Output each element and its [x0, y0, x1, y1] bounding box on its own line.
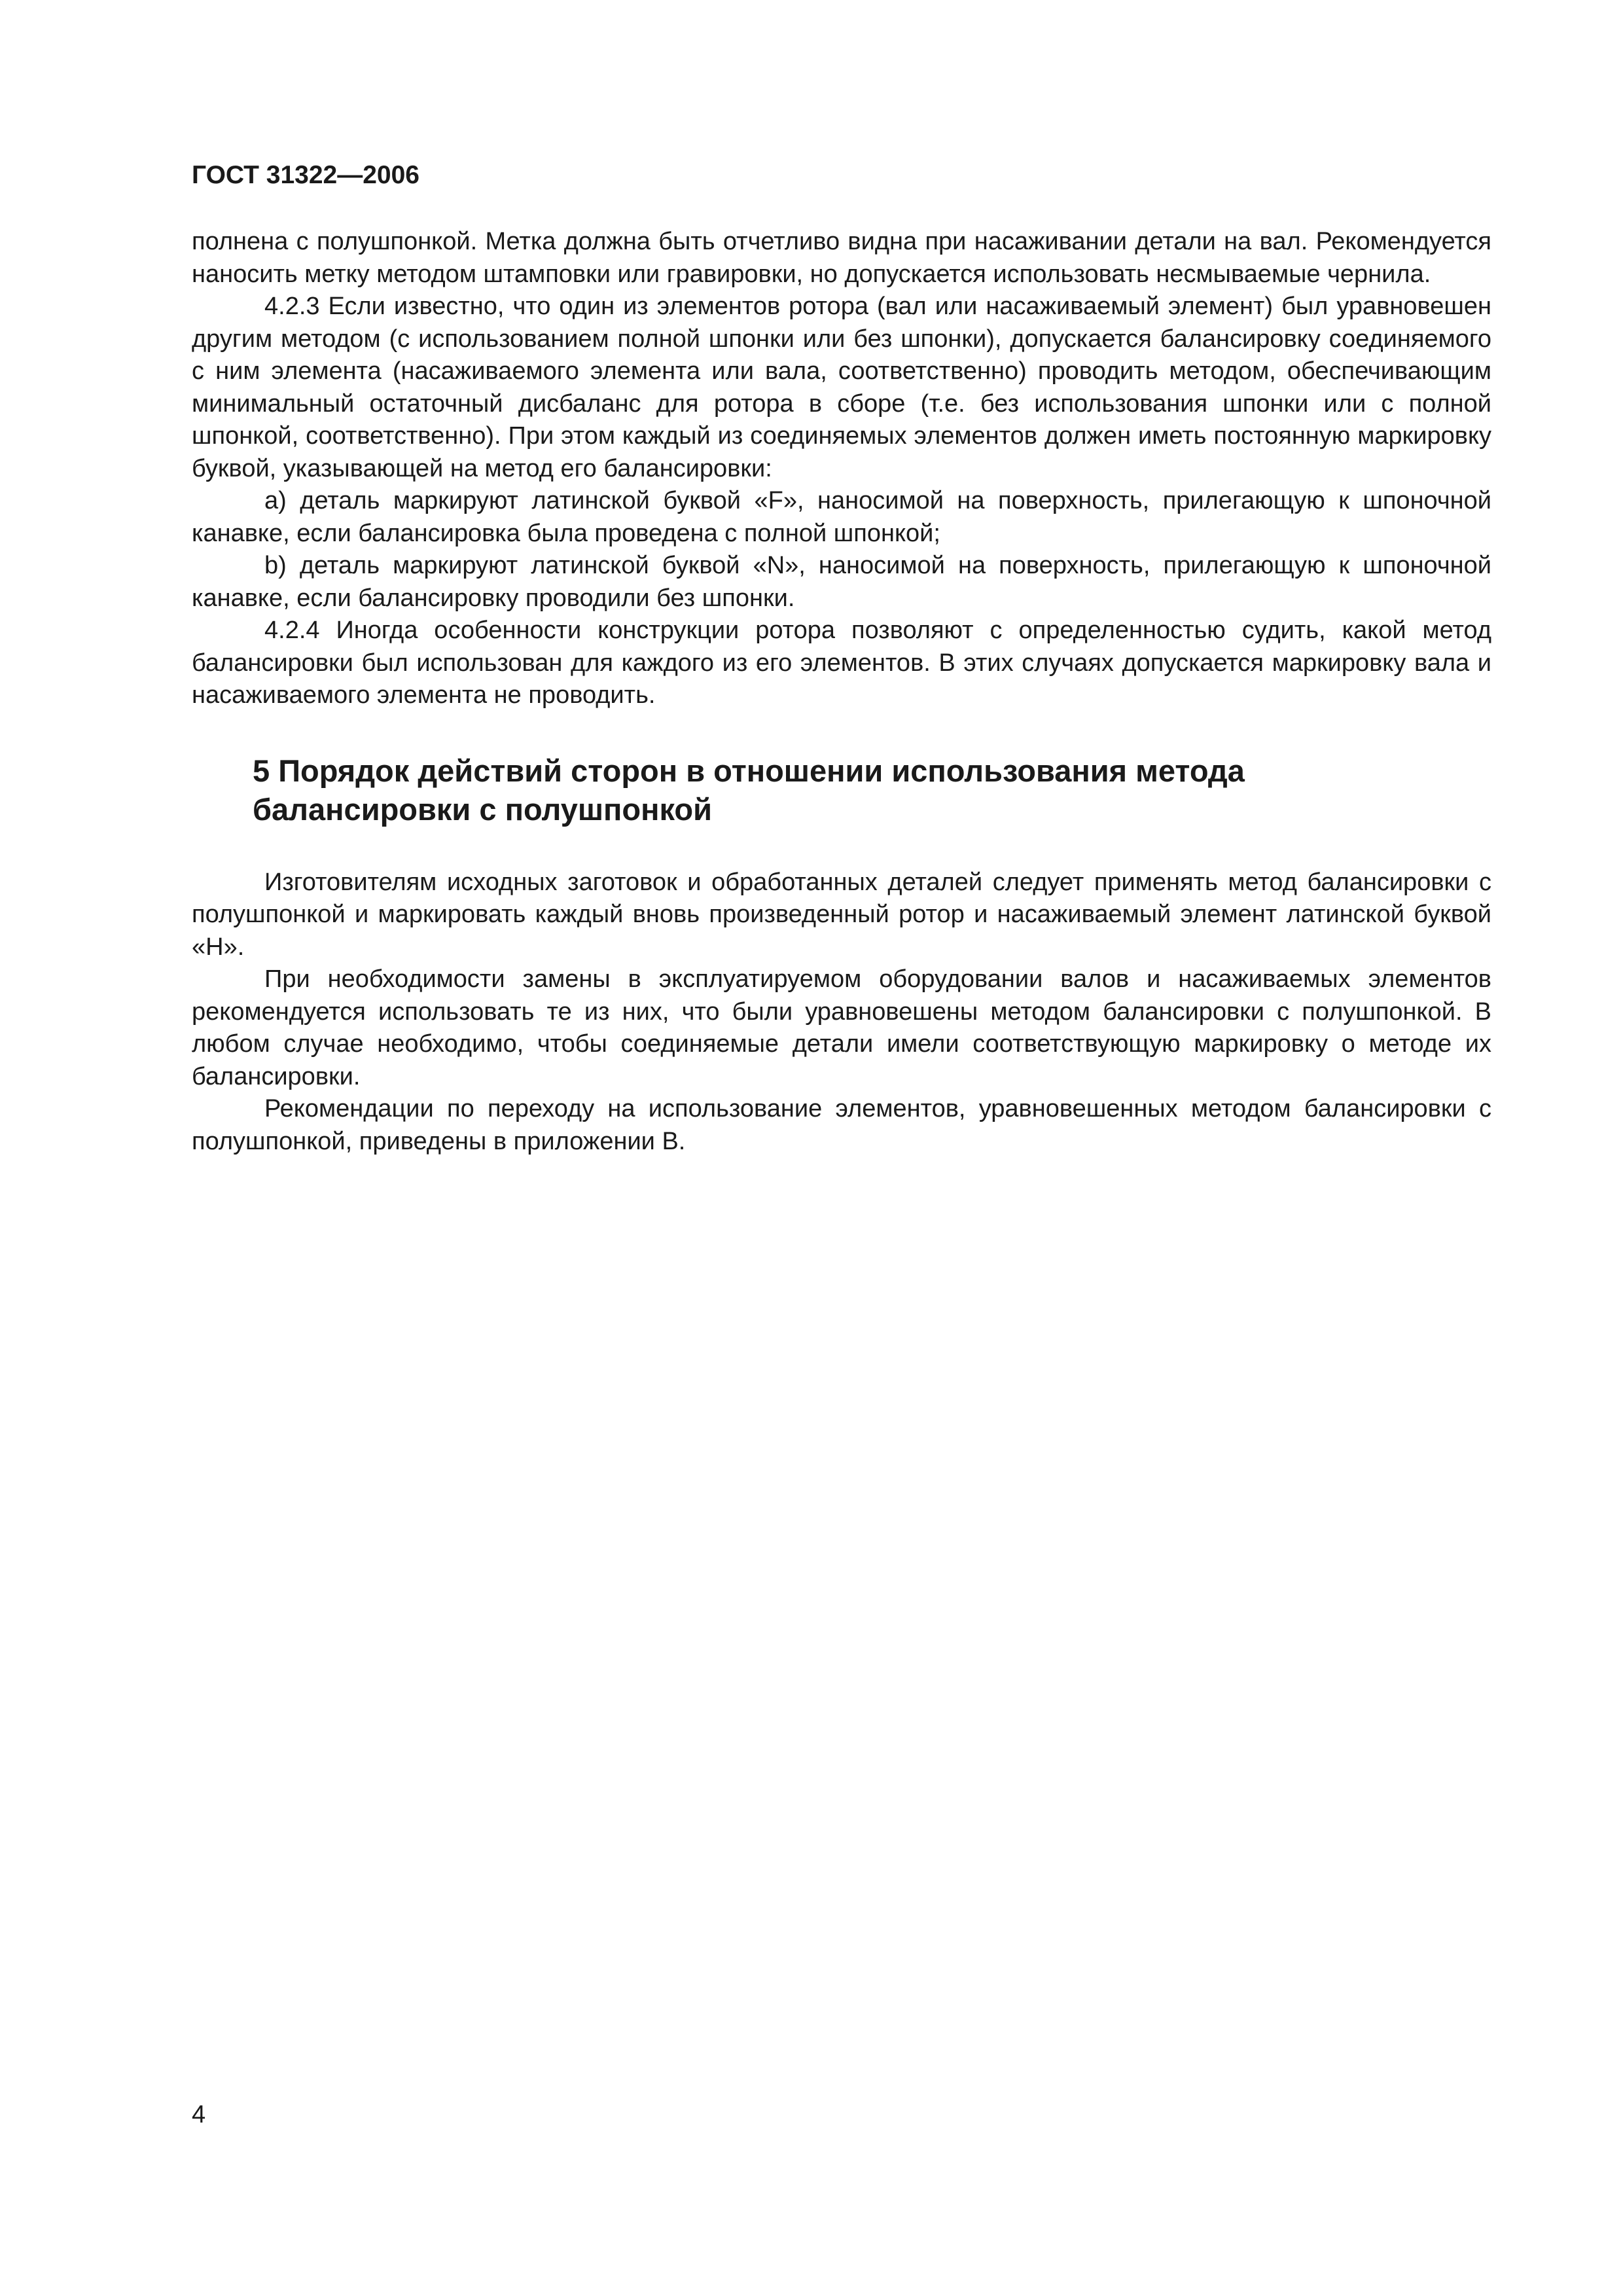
paragraph-section-5-2: При необходимости замены в эксплуатируемом оборудовании валов и насаживаемых элементов рекомендуется использовать те из них, что были уравновешены методом балансировки с полушпонкой. В любом случае необходимо, чтобы соединяемые детали имели соответствующую маркировку о методе их балансировки.: [192, 965, 1491, 1090]
section-5-heading-line1: 5 Порядок действий сторон в отношении использования метода: [253, 753, 1245, 788]
document-code-header: ГОСТ 31322—2006: [192, 161, 419, 189]
list-item-b: b) деталь маркируют латинской буквой «N», наносимой на поверхность, прилегающую к шпоночной канавке, если балансировку проводили без шпонки.: [192, 552, 1491, 612]
paragraph-4-2-4: 4.2.4 Иногда особенности конструкции ротора позволяют с определенностью судить, какой метод балансировки был использован для каждого из его элементов. В этих случаях допускается маркировку вала и насаживаемого элемента не проводить.: [192, 617, 1491, 709]
page-number: 4: [192, 2101, 206, 2128]
paragraph-4-2-3: 4.2.3 Если известно, что один из элементов ротора (вал или насаживаемый элемент) был уравновешен другим методом (с использованием полной шпонки или без шпонки), допускается балансировку соединяемого с ним элемента (насаживаемого элемента или вала, соответственно) проводить методом, обеспечивающим минимальный остаточный дисбаланс для ротора в сборе (т.е. без использования шпонки или с полной шпонкой, соответственно). При этом каждый из соединяемых элементов должен иметь постоянную маркировку буквой, указывающей на метод его балансировки:: [192, 293, 1491, 482]
section-5-heading: [253, 751, 1491, 829]
list-item-a: a) деталь маркируют латинской буквой «F», наносимой на поверхность, прилегающую к шпоночной канавке, если балансировка была проведена с полной шпонкой;: [192, 487, 1491, 547]
document-body: [192, 226, 1491, 1158]
paragraph-section-5-3: Рекомендации по переходу на использование элементов, уравновешенных методом балансировки с полушпонкой, приведены в приложении В.: [192, 1095, 1491, 1155]
paragraph-section-5-1: Изготовителям исходных заготовок и обработанных деталей следует применять метод балансировки с полушпонкой и маркировать каждый вновь произведенный ротор и насаживаемый элемент латинской буквой «H».: [192, 868, 1491, 961]
section-5-heading-line2: балансировки с полушпонкой: [253, 791, 713, 827]
paragraph-continuation: полнена с полушпонкой. Метка должна быть отчетливо видна при насаживании детали на вал. Рекомендуется наносить метку методом штамповки или гравировки, но допускается использовать несмываемые чернила.: [192, 228, 1491, 288]
